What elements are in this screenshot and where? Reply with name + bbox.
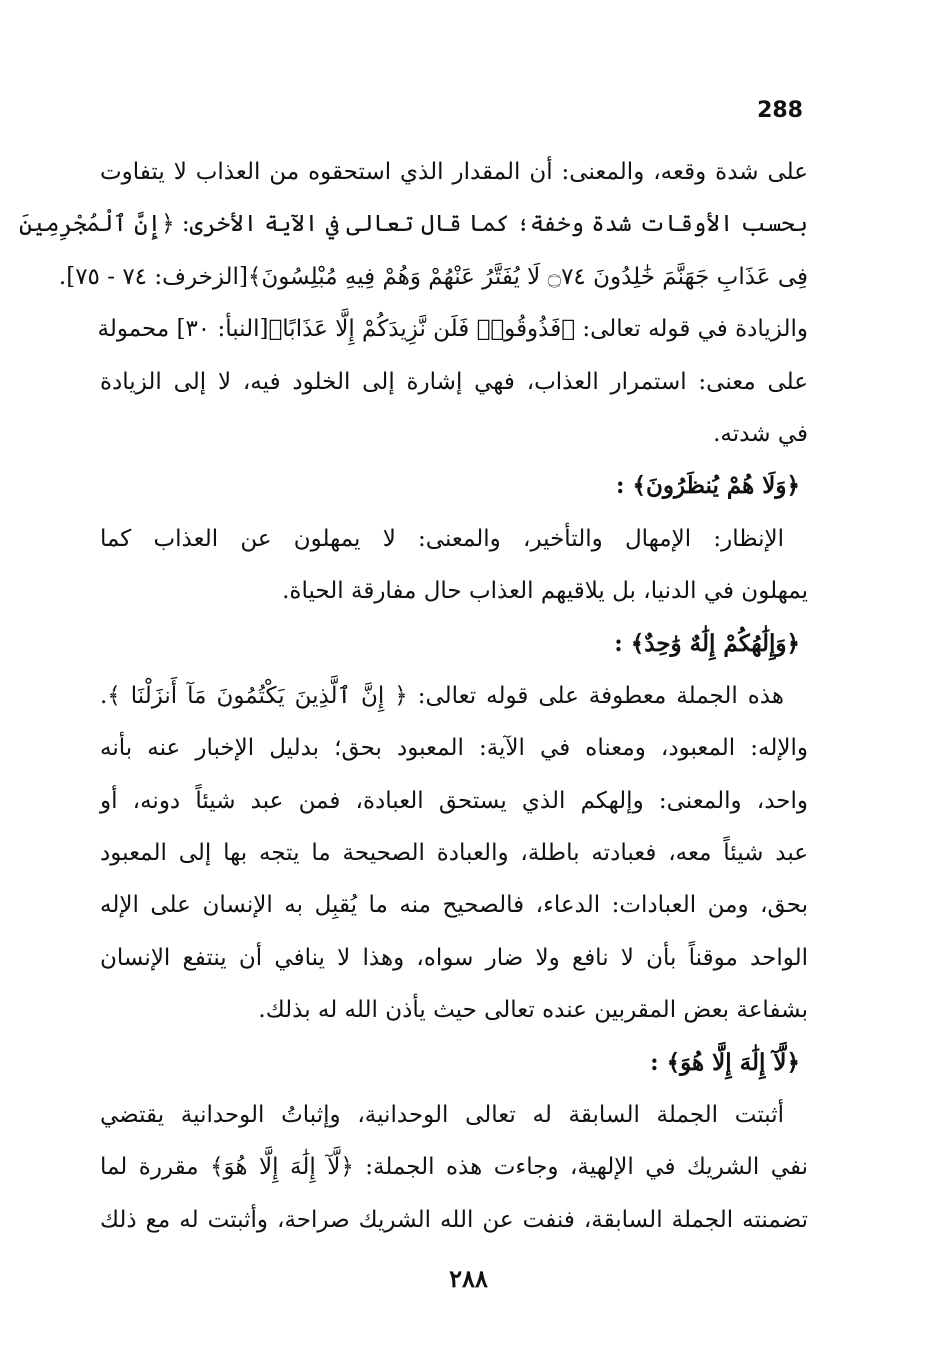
page-body <box>19 146 808 1246</box>
text-line: واحد، والمعنى: وإلهكم الذي يستحق العبادة، فمن عبد شيئاً دونه، أو <box>100 787 808 814</box>
text-line: بحسب الأوقات شدة وخفة؛ كما قال تعالى في الآية الأخرى: ﴿إِنَّ ٱلْمُجْرِمِينَ <box>19 211 808 238</box>
text-line: في شدته. <box>713 420 808 447</box>
text-line: يمهلون في الدنيا، بل يلاقيهم العذاب حال مفارقة الحياة. <box>282 578 808 605</box>
text-line: هذه الجملة معطوفة على قوله تعالى: ﴿ إِنَّ ٱلَّذِينَ يَكْتُمُونَ مَآ أَنزَلْنَا ﴾. <box>100 682 784 709</box>
text-line: بحق، ومن العبادات: الدعاء، فالصحيح منه ما يُقبِل به الإنسان على الإله <box>100 892 808 919</box>
verse-heading: ﴿وَإِلَٰهُكُمْ إِلَٰهٌ وَٰحِدٌ﴾ : <box>614 629 800 657</box>
text-line: على معنى: استمرار العذاب، فهي إشارة إلى الخلود فيه، لا إلى الزيادة <box>100 368 808 395</box>
text-line: على شدة وقعه، والمعنى: أن المقدار الذي استحقوه من العذاب لا يتفاوت <box>100 159 808 185</box>
text-line: والزيادة في قوله تعالى: ﴿فَذُوقُوا۟ فَلَن نَّزِيدَكُمْ إِلَّا عَذَابًا﴾[النبأ: ٣٠] محمولة <box>97 316 808 343</box>
text-line: نفي الشريك في الإلهية، وجاءت هذه الجملة: ﴿لَّآ إِلَٰهَ إِلَّا هُوَ﴾ مقررة لما <box>100 1154 808 1181</box>
verse-heading: ﴿وَلَا هُمْ يُنظَرُونَ﴾ : <box>615 472 800 500</box>
text-line: الإنظار: الإمهال والتأخير، والمعنى: لا يمهلون عن العذاب كما <box>100 525 784 552</box>
page-number-top: 288 <box>757 98 803 123</box>
text-line: فِى عَذَابِ جَهَنَّمَ خَٰلِدُونَ ۝٧٤ لَا يُفَتَّرُ عَنْهُمْ وَهُمْ فِيهِ مُبْلِسُونَ﴾[الزخرف: ٧٤ - ٧٥]. <box>58 263 808 290</box>
text-line: تضمنته الجملة السابقة، فنفت عن الله الشريك صراحة، وأثبتت له مع ذلك <box>100 1206 808 1233</box>
text-line: الواحد موقناً بأن لا نافع ولا ضار سواه، وهذا لا ينافي أن ينتفع الإنسان <box>100 944 808 971</box>
text-line: أثبتت الجملة السابقة له تعالى الوحدانية، وإثباتُ الوحدانية يقتضي <box>100 1102 784 1129</box>
text-line: عبد شيئاً معه، فعبادته باطلة، والعبادة الصحيحة ما يتجه بها إلى المعبود <box>100 840 808 867</box>
verse-heading: ﴿لَّآ إِلَٰهَ إِلَّا هُوَ﴾ : <box>650 1048 800 1076</box>
text-line: والإله: المعبود، ومعناه في الآية: المعبود بحق؛ بدليل الإخبار عنه بأنه <box>100 735 808 762</box>
text-line: بشفاعة بعض المقربين عنده تعالى حيث يأذن الله له بذلك. <box>258 997 808 1024</box>
page-number-bottom: ٢٨٨ <box>449 1264 488 1293</box>
